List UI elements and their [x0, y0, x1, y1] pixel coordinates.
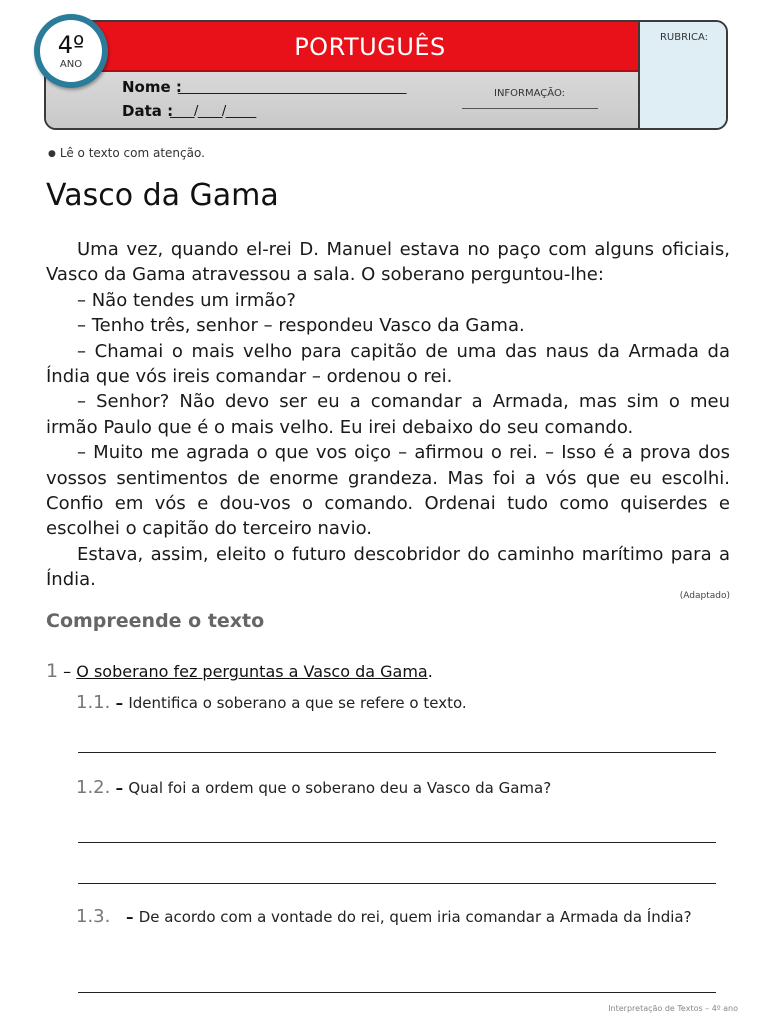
- question-1: [46, 660, 433, 682]
- info-label: INFORMAÇÃO:: [494, 88, 566, 99]
- grade-number: 4º: [57, 31, 85, 59]
- story-paragraph: Uma vez, quando el-rei D. Manuel estava no paço com alguns oficiais, Vasco da Gama atravessou a sala. O soberano perguntou-lhe:: [46, 239, 730, 286]
- question-dash: –: [58, 662, 77, 681]
- question-dash: –: [110, 779, 129, 797]
- question-text: Identifica o soberano a que se refere o texto.: [128, 694, 467, 712]
- subject-title: PORTUGUÊS: [294, 33, 446, 61]
- story-paragraph: – Senhor? Não devo ser eu a comandar a Armada, mas sim o meu irmão Paulo que é o mais velho. Eu irei debaixo do seu comando.: [46, 391, 730, 438]
- story-paragraph: – Tenho três, senhor – respondeu Vasco da Gama.: [77, 315, 525, 337]
- story-paragraph: – Muito me agrada o que vos oiço – afirmou o rei. – Isso é a prova dos vossos sentimentos de enorme grandeza. Mas foi a vós que eu escolhi. Confio em vós e dou-vos o comando. Ordenai tudo como quiserdes e escolhei o capitão do terceiro navio.: [46, 442, 730, 540]
- instruction-text: Lê o texto com atenção.: [59, 146, 205, 160]
- source-note: (Adaptado): [679, 591, 730, 601]
- story-paragraph: – Não tendes um irmão?: [77, 289, 296, 311]
- footer-text: Interpretação de Textos – 4º ano: [608, 1004, 738, 1013]
- question-1-3: [76, 906, 720, 928]
- question-number: 1.1.: [76, 692, 111, 713]
- question-end: .: [427, 662, 433, 681]
- info-field[interactable]: [462, 108, 598, 109]
- grade-badge-inner: [40, 20, 102, 82]
- rubric-label: RUBRICA:: [659, 32, 709, 43]
- question-dash: –: [110, 694, 129, 712]
- question-1-2: [76, 777, 551, 798]
- name-label: Nome :: [122, 78, 182, 96]
- story-paragraph: – Chamai o mais velho para capitão de uma das naus da Armada da Índia que vós ireis comandar – ordenou o rei.: [46, 340, 730, 388]
- answer-line[interactable]: [78, 752, 716, 753]
- question-number: 1.2.: [76, 777, 111, 798]
- question-dash: –: [126, 908, 139, 926]
- date-field[interactable]: ____/____/_____: [170, 104, 256, 119]
- bullet-icon: ●: [48, 149, 56, 159]
- answer-line[interactable]: [78, 992, 716, 993]
- question-number: 1: [46, 660, 59, 682]
- name-field[interactable]: ______________________________________: [178, 80, 406, 95]
- story-title: Vasco da Gama: [46, 178, 279, 213]
- instruction: [48, 146, 205, 160]
- answer-line[interactable]: [78, 842, 716, 843]
- question-text-block: [126, 906, 720, 928]
- grade-badge: [34, 14, 108, 88]
- answer-line[interactable]: [78, 883, 716, 884]
- question-text: De acordo com a vontade do rei, quem iria comandar a Armada da Índia?: [138, 908, 692, 926]
- story-paragraph: Estava, assim, eleito o futuro descobridor do caminho marítimo para a Índia.: [46, 543, 730, 591]
- worksheet-header: [44, 20, 728, 130]
- question-text: Qual foi a ordem que o soberano deu a Vasco da Gama?: [128, 779, 552, 797]
- question-text: O soberano fez perguntas a Vasco da Gama: [76, 662, 428, 681]
- story-text: [46, 237, 730, 593]
- date-label: Data :: [122, 102, 174, 120]
- rubric-box: [638, 22, 728, 128]
- question-1-1: [76, 692, 467, 713]
- section-title: Compreende o texto: [46, 610, 265, 632]
- question-number: 1.3.: [76, 906, 111, 927]
- grade-label: ANO: [59, 59, 83, 70]
